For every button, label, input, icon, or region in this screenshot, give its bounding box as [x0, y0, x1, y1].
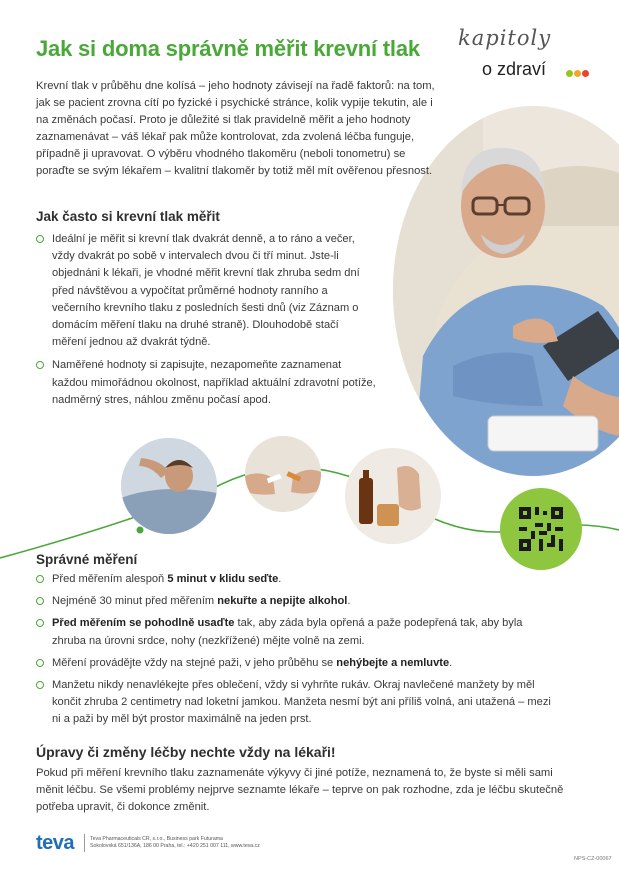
bullet-icon	[36, 235, 44, 243]
teva-logo: teva	[36, 832, 75, 854]
item-text-post: .	[278, 573, 282, 585]
item-text-bold: nekuřte a nepijte alkohol	[217, 595, 348, 608]
bullet-icon	[36, 659, 44, 667]
item-text-pre: Manžetu nikdy nenavlékejte přes oblečení, vždy si vyhrňte rukáv. Okraj navlečené manžety by měl končit zhruba 2 centimetry nad loketní jamkou. Manžeta nesmí být ani příliš volná, ani utažená – mezi ni a paži by měl být prostor maximálně na jeden prst.	[52, 679, 551, 726]
logo-main-text: o zdraví	[482, 59, 547, 79]
footer-address-line1: Teva Pharmaceuticals CR, s.r.o., Business park Futurama	[90, 836, 223, 842]
measurement-item	[36, 677, 556, 729]
treatment-paragraph: Pokud při měření krevního tlaku zaznamenáte výkyvy či jiné potíže, neznamená to, že byste si měli sami měnit léčbu. Se všemi problémy nejprve seznamte lékaře – teprve on pak rozhodne, zda je léčbu skutečně potřeba upravit, či dokonce změnit.	[36, 767, 564, 813]
photo-man-resting	[121, 438, 217, 534]
item-text-bold: nehýbejte a nemluvte	[336, 656, 450, 669]
measurement-item	[36, 615, 556, 649]
frequency-item-text: Naměřené hodnoty si zapisujte, nezapomeňte zaznamenat každou mimořádnou okolnost, například aktuální zdravotní potíže, nadměrný stres, náhlou změnu počasí apod.	[52, 359, 376, 406]
item-text-pre: Před měřením alespoň	[52, 573, 168, 585]
item-text-pre: Nejméně 30 minut před měřením	[52, 595, 218, 608]
cigarette-illustration	[245, 436, 321, 512]
frequency-item	[36, 231, 376, 351]
bullet-icon	[36, 597, 44, 605]
item-text-bold: Před měřením se pohodlně usaďte	[52, 617, 235, 630]
item-text-bold: 5 minut v klidu seďte	[167, 573, 279, 585]
footer-address	[90, 836, 260, 850]
logo-dot-red	[582, 70, 589, 77]
intro-paragraph: Krevní tlak v průběhu dne kolísá – jeho hodnoty závisejí na řadě faktorů: na tom, jak se pacient zrovna cítí po fyzické i psychické stránce, kolik vypije tekutin, ale i na změnách počasí. Proto je důležité si tlak pravidelně měřit a jeho hodnoty zaznamenávat – váš lékař pak může kontrolovat, zda zvolená léčba funguje, případně ji upravovat. O výběru vhodného tlakoměru (neboli tonometru) se poraďte se svým lékařem – kvalitní tlakoměr by totiž měl mít ověřenou přesnost.	[36, 80, 435, 177]
item-text-post: tak, aby záda byla opřená a paže podepřená tak, aby byla zhruba na úrovni srdce, nohy (nezkřížené) mějte volně na zemi.	[52, 617, 523, 647]
photo-refusing-alcohol	[345, 448, 441, 544]
section-frequency-heading: Jak často si krevní tlak měřit	[36, 209, 220, 224]
kapitoly-logo	[452, 26, 602, 86]
item-text-post: .	[347, 595, 351, 608]
page-title: Jak si doma správně měřit krevní tlak	[36, 36, 420, 61]
section-correct-measurement-heading: Správné měření	[36, 552, 138, 567]
measurement-item	[36, 571, 556, 588]
resting-illustration	[121, 438, 217, 534]
alcohol-illustration	[345, 448, 441, 544]
measurement-list	[36, 571, 556, 729]
measurement-item	[36, 655, 556, 672]
footer-divider	[84, 834, 85, 852]
bullet-icon	[36, 619, 44, 627]
measurement-item	[36, 593, 556, 610]
item-text-pre: Měření provádějte vždy na stejné paži, v jeho průběhu se	[52, 656, 337, 669]
bullet-icon	[36, 575, 44, 583]
qr-code-badge[interactable]	[500, 488, 582, 570]
frequency-list	[36, 231, 376, 409]
qr-code-icon	[519, 507, 563, 551]
logo-dots	[565, 64, 589, 82]
frequency-item-text: Ideální je měřit si krevní tlak dvakrát denně, a to ráno a večer, vždy dvakrát po sobě v intervalech dvou či tří minut. Jste-li objednáni k lékaři, je vhodné měřit krevní tlak zhruba sedm dní před návštěvou a vypočítat průměrné hodnoty ranního a večerního krevního tlaku z posledních šesti dnů (viz Záznam o domácím měření tlaku na druhé straně). Dlouhodobě stačí měření jednou až dvakrát týdně.	[52, 233, 360, 349]
section-treatment-heading: Úpravy či změny léčby nechte vždy na lékaři!	[36, 744, 336, 760]
item-text-post: .	[449, 656, 453, 669]
photo-breaking-cigarette	[245, 436, 321, 512]
document-code: NPS-CZ-00067	[574, 856, 612, 862]
footer-address-line2: Sokolovská 651/136A, 186 00 Praha, tel.: +420 251 007 111, www.teva.cz	[90, 843, 260, 849]
bullet-icon	[36, 681, 44, 689]
logo-dot-green	[566, 70, 573, 77]
frequency-item	[36, 357, 376, 409]
logo-dot-orange	[574, 70, 581, 77]
logo-script-text: kapitoly	[458, 26, 552, 50]
bullet-icon	[36, 361, 44, 369]
